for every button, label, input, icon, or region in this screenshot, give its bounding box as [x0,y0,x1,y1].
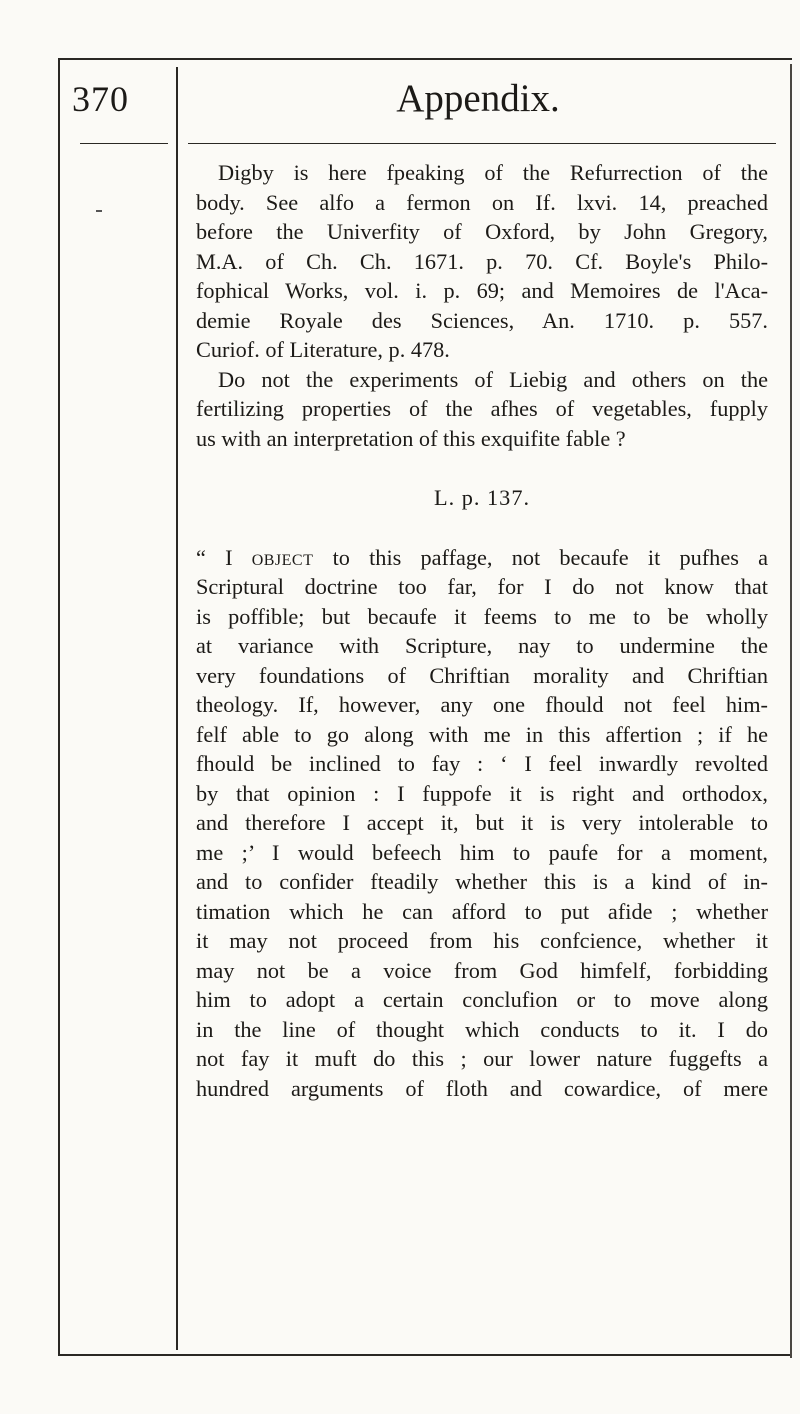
text-line: hundred arguments of floth and cowardice, of mere [196,1075,768,1101]
text-line: may not be a voice from God himfelf, forbidding [196,957,768,983]
text-line [196,543,768,573]
page-border-right [790,64,792,1358]
paragraph-2 [196,365,768,454]
text-line: before the Univerfity of Oxford, by John Gregory, [196,219,768,244]
paragraph-3 [196,543,768,1104]
text-line: at variance with Scripture, nay to undermine the [196,633,768,658]
text-line: fhould be inclined to fay : ‘ I feel inwardly revolted [196,751,768,776]
running-head: Appendix. [396,77,560,120]
page-number: 370 [72,79,129,119]
text-line: fophical Works, vol. i. p. 69; and Memoires de l'Aca- [196,278,768,303]
line-rest: to this paffage, not becaufe it pufhes a [313,544,768,570]
text-line: felf able to go along with me in this affertion ; if he [196,721,768,747]
margin-mark [96,210,102,212]
text-line: by that opinion : I fuppofe it is right and orthodox, [196,780,768,806]
text-line: in the line of thought which conducts to it. I do [196,1016,768,1042]
text-line: demie Royale des Sciences, An. 1710. p. 557. [196,307,768,333]
page-body [196,158,768,1103]
text-line: him to adopt a certain conclufion or to move along [196,987,768,1012]
header-rule-left [80,143,168,144]
text-line: fertilizing properties of the afhes of vegetables, fupply [196,396,768,421]
text-line: is poffible; but becaufe it feems to me to be wholly [196,603,768,629]
text-line: Digby is here fpeaking of the Refurrection of the [218,160,768,185]
section-heading: L. p. 137. [433,485,531,510]
text-line: timation which he can afford to put afide ; whether [196,898,768,924]
text-line: and therefore I accept it, but it is very intolerable to [196,810,768,835]
text-line: Do not the experiments of Liebig and others on the [218,366,768,392]
paragraph-1 [196,158,768,365]
text-line: Scriptural doctrine too far, for I do not know that [196,574,768,599]
small-caps-word: object [251,544,314,570]
text-line: it may not proceed from his confcience, whether it [196,928,768,953]
column-divider [176,67,178,1350]
text-line: M.A. of Ch. Ch. 1671. p. 70. Cf. Boyle's Philo- [196,248,768,274]
text-line: us with an interpretation of this exquifite fable ? [196,425,626,451]
text-line: and to confider fteadily whether this is a kind of in- [196,869,768,894]
text-line: not fay it muft do this ; our lower nature fuggefts a [196,1046,768,1071]
open-quote: “ I [196,544,252,570]
header-rule-right [188,143,776,144]
text-line: very foundations of Chriftian morality and Chriftian [196,662,768,688]
text-line: body. See alfo a fermon on If. lxvi. 14, preached [196,189,768,215]
text-line: Curiof. of Literature, p. 478. [196,337,450,362]
text-line: me ;’ I would befeech him to paufe for a moment, [196,839,768,865]
text-line: theology. If, however, any one fhould not feel him- [196,692,768,717]
